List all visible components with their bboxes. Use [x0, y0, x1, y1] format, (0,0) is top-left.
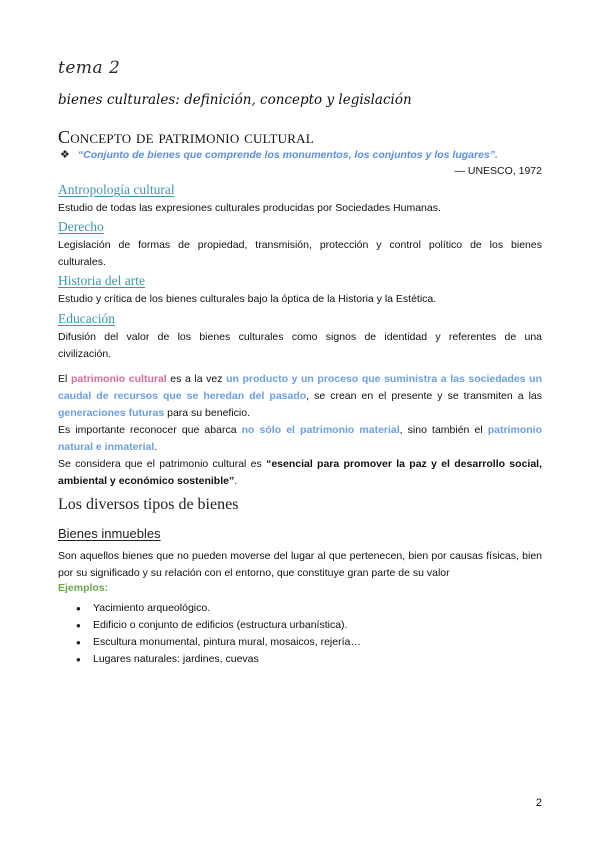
- list-item: ● Escultura monumental, pintura mural, mosaicos, rejería…: [76, 634, 361, 651]
- text-educacion-line2: civilización.: [58, 348, 112, 360]
- definition-text: .: [154, 441, 158, 453]
- topic-subtitle: bienes culturales: definición, concepto y legislación: [58, 92, 412, 108]
- subheading-bienes-inmuebles: Bienes inmuebles: [58, 526, 161, 541]
- page-number: 2: [535, 797, 542, 809]
- text-derecho: [58, 237, 542, 271]
- diamond-bullet-icon: ❖: [60, 149, 70, 161]
- list-item: ● Yacimiento arqueológico.: [76, 600, 361, 617]
- definition-paragraph-3: [58, 456, 542, 490]
- highlight-patrimonio-cultural: patrimonio cultural: [70, 373, 167, 385]
- definition-paragraph-1: [58, 371, 542, 422]
- text-derecho-line2: culturales.: [58, 256, 106, 268]
- text-bienes-inmuebles: Son aquellos bienes que no pueden moverse del lugar al que pertenecen, bien por causas físicas, bien por su significado y su relación con el entorno, que constituye gran parte de su valor: [58, 550, 542, 579]
- highlight-patrimonio-material: no sólo el patrimonio material: [241, 424, 400, 436]
- section-heading-tipos: Los diversos tipos de bienes: [58, 496, 239, 513]
- highlight-natural-inmaterial: patrimonio natural e inmaterial: [58, 424, 542, 453]
- definition-text: .: [234, 475, 238, 487]
- subheading-antropologia: Antropología cultural: [58, 182, 175, 197]
- definition-paragraph-2: [58, 422, 542, 456]
- subheading-educacion: Educación: [58, 311, 115, 326]
- definition-text: es a la vez: [166, 373, 227, 385]
- text-antropologia: Estudio de todas las expresiones culturales producidas por Sociedades Humanas.: [58, 202, 441, 214]
- list-item: ● Lugares naturales: jardines, cuevas: [76, 651, 361, 668]
- unesco-quote: [60, 148, 498, 161]
- text-historia-arte: Estudio y crítica de los bienes culturales bajo la óptica de la Historia y la Estética.: [58, 293, 437, 305]
- section-heading-concept: Concepto de patrimonio cultural: [58, 127, 314, 147]
- topic-number: tema 2: [58, 58, 121, 78]
- text-educacion: [58, 329, 542, 363]
- examples-label: Ejemplos:: [58, 582, 109, 594]
- definition-text: Es importante reconocer que abarca: [58, 424, 242, 436]
- highlight-producto-proceso: un producto y un proceso que suministra a las sociedades un caudal de recursos que se heredan del pasado: [58, 373, 543, 402]
- quote-citation: — UNESCO, 1972: [454, 165, 542, 177]
- definition-text: , sino también el: [399, 424, 488, 436]
- highlight-esencial-paz: “esencial para promover la paz y el desarrollo social, ambiental y económico sostenible”: [58, 458, 542, 487]
- examples-list: [76, 600, 361, 668]
- list-item: ● Edificio o conjunto de edificios (estructura urbanística).: [76, 617, 361, 634]
- text-derecho-line1: Legislación de formas de propiedad, transmisión, protección y control político de los bienes: [58, 239, 542, 251]
- highlight-generaciones-futuras: generaciones futuras: [58, 407, 165, 419]
- definition-text: para su beneficio.: [164, 407, 251, 419]
- definition-text: , se crean en el presente y se transmiten a las: [306, 390, 543, 402]
- subheading-historia-arte: Historia del arte: [58, 273, 145, 288]
- subheading-derecho: Derecho: [58, 219, 104, 234]
- quote-text: “Conjunto de bienes que comprende los monumentos, los conjuntos y los lugares”.: [77, 149, 498, 161]
- text-educacion-line1: Difusión del valor de los bienes culturales como signos de identidad y referentes de una: [58, 331, 542, 343]
- definition-text: Se considera que el patrimonio cultural es: [58, 458, 267, 470]
- definition-text: El: [58, 373, 71, 385]
